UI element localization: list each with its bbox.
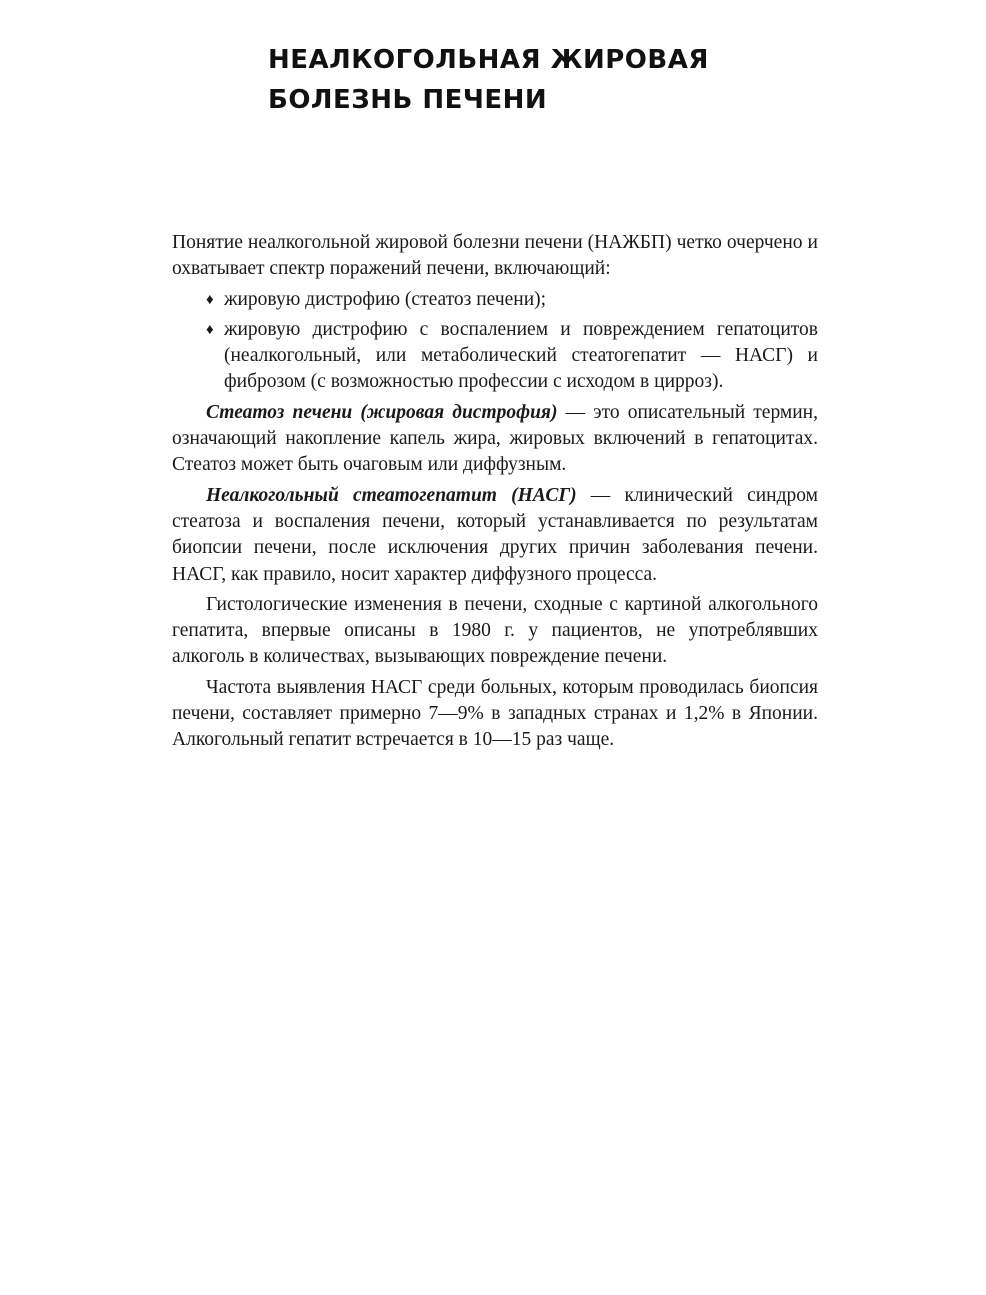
list-item-text: жировую дистрофию с воспалением и повреждением гепатоцитов (неалкогольный, или метаболический стеатогепатит — НАСГ) и фиброзом (с возможностью профессии с исходом в цирроз). [224,318,818,393]
defined-term: Стеатоз печени (жировая дистрофия) [206,401,558,423]
intro-paragraph: Понятие неалкогольной жировой болезни печени (НАЖБП) четко очерчено и охватывает спектр поражений печени, включающий: [172,232,818,280]
paragraph-text: — клинический синдром стеатоза и воспаления печени, который устанавливается по результатам биопсии печени, после исключения других причин заболевания печени. НАСГ, как правило, носит характер диффузного процесса. [172,484,818,585]
paragraph-histology: Гистологические изменения в печени, сходные с картиной алкогольного гепатита, впервые описаны в 1980 г. у пациентов, не употреблявших алкоголь в количествах, вызывающих повреждение печени. [172,593,818,668]
defined-term: Неалкогольный стеатогепатит (НАСГ) [206,484,577,506]
list-item [172,287,818,313]
list-item-text: жировую дистрофию (стеатоз печени); [224,288,547,310]
list-item [172,317,818,396]
article-body [172,230,818,754]
paragraph-frequency: Частота выявления НАСГ среди больных, которым проводилась биопсия печени, составляет примерно 7—9% в западных странах и 1,2% в Японии. Алкогольный гепатит встречается в 10—15 раз чаще. [172,676,818,751]
page-title-line-2: БОЛЕЗНЬ ПЕЧЕНИ [268,85,548,115]
paragraph-text: — это описательный термин, означающий накопление капель жира, жировых включений в гепатоцитах. Стеатоз может быть очаговым или диффузным. [172,401,818,476]
diamond-bullet-icon: ♦ [206,321,214,338]
page-title [268,40,828,120]
paragraph-steatosis [172,400,818,479]
diamond-bullet-icon: ♦ [206,291,214,308]
page-title-line-1: НЕАЛКОГОЛЬНАЯ ЖИРОВАЯ [268,45,709,75]
paragraph-nash [172,483,818,588]
bullet-list [172,287,818,396]
